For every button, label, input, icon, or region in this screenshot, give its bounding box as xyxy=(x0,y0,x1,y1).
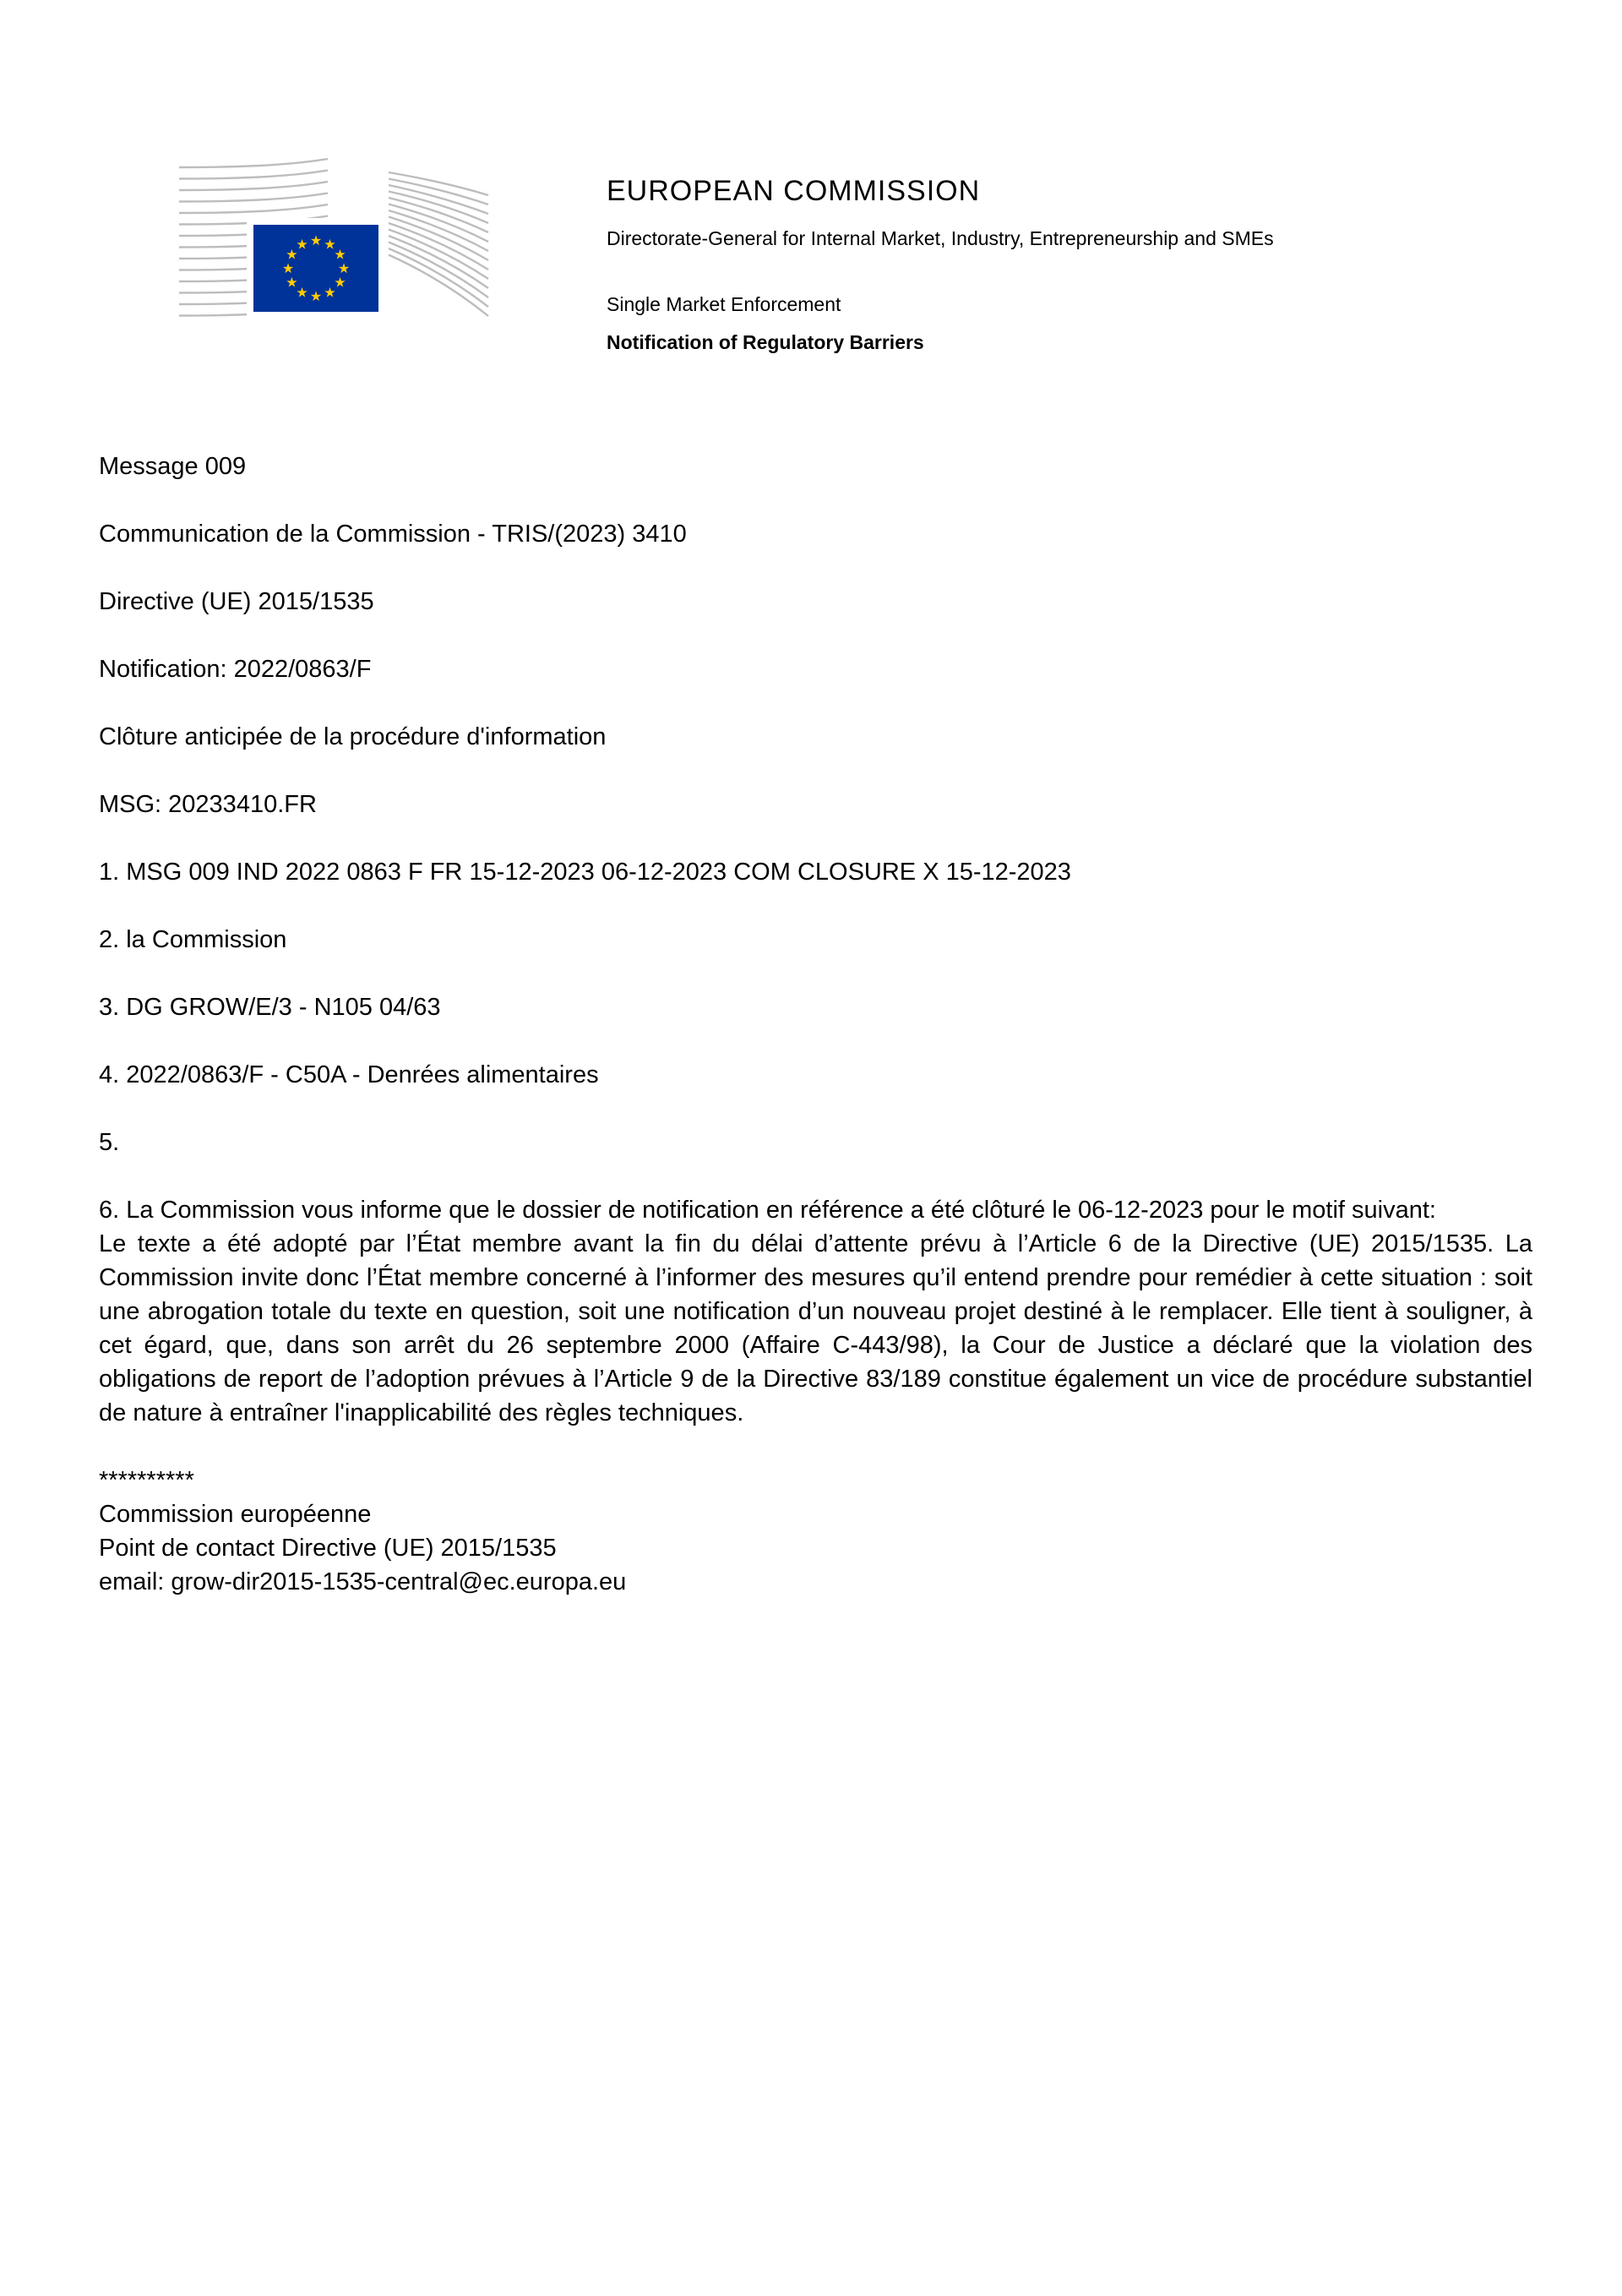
svg-text:★: ★ xyxy=(324,236,336,253)
service-name: Notification of Regulatory Barriers xyxy=(607,331,924,353)
field-5-empty: 5. xyxy=(99,1129,120,1156)
svg-text:★: ★ xyxy=(334,274,346,291)
field-2-originator: 2. la Commission xyxy=(99,926,287,953)
signature-contact-point: Point de contact Directive (UE) 2015/1535 xyxy=(99,1535,557,1562)
header-text-block xyxy=(607,157,1274,354)
closure-reason: Le texte a été adopté par l’État membre avant la fin du délai d’attente prévu à l’Article 6 de la Directive (UE) 2015/1535. La Commission invite donc l’État membre concerné à l’informer des mesures qu’il entend prendre pour remédier à cette situation : soit une abrogation totale du texte en question, soit une notification d’un nouveau projet destiné à le remplacer. Elle tient à souligner, à cet égard, que, dans son arrêt du 26 septembre 2000 (Affaire C-443/98), la Cour de Justice a déclaré que la violation des obligations de report de l’adoption prévues à l’Article 9 de la Directive 83/189 constitue également un vice de procédure substantiel de nature à entraîner l'inapplicabilité des règles techniques. xyxy=(99,1230,1532,1426)
closure-paragraph xyxy=(99,1193,1532,1430)
notification-number: Notification: 2022/0863/F xyxy=(99,656,372,683)
signature-organisation: Commission européenne xyxy=(99,1501,372,1528)
svg-text:★: ★ xyxy=(296,236,308,253)
field-1-header: 1. MSG 009 IND 2022 0863 F FR 15-12-2023 06-12-2023 COM CLOSURE X 15-12-2023 xyxy=(99,859,1071,886)
svg-text:★: ★ xyxy=(286,246,298,263)
field-4-product-category: 4. 2022/0863/F - C50A - Denrées alimentaires xyxy=(99,1061,599,1088)
svg-text:★: ★ xyxy=(337,260,351,276)
separator-line: ********** xyxy=(99,1467,194,1494)
closure-intro: 6. La Commission vous informe que le dossier de notification en référence a été clôturé le 06-12-2023 pour le motif suivant: xyxy=(99,1197,1436,1224)
directorate-general-name: Directorate-General for Internal Market, Industry, Entrepreneurship and SMEs xyxy=(607,227,1274,249)
svg-text:★: ★ xyxy=(309,288,323,304)
svg-text:★: ★ xyxy=(334,246,346,263)
logo-right-lines xyxy=(389,172,488,316)
svg-text:★: ★ xyxy=(286,274,298,291)
field-3-department: 3. DG GROW/E/3 - N105 04/63 xyxy=(99,994,441,1021)
signature-email: email: grow-dir2015-1535-central@ec.europa.eu xyxy=(99,1568,627,1595)
institution-title: EUROPEAN COMMISSION xyxy=(607,175,981,207)
unit-name: Single Market Enforcement xyxy=(607,293,841,315)
svg-text:★: ★ xyxy=(296,284,308,301)
msg-code: MSG: 20233410.FR xyxy=(99,791,317,818)
svg-text:★: ★ xyxy=(281,260,295,276)
communication-title: Communication de la Commission - TRIS/(2023) 3410 xyxy=(99,521,687,548)
eu-flag xyxy=(247,218,385,319)
svg-text:★: ★ xyxy=(324,284,336,301)
directive-reference: Directive (UE) 2015/1535 xyxy=(99,588,374,615)
svg-text:★: ★ xyxy=(309,232,323,248)
closure-title: Clôture anticipée de la procédure d'information xyxy=(99,723,607,750)
document-header xyxy=(177,157,1274,354)
european-commission-logo xyxy=(177,157,498,330)
signature-block xyxy=(99,1464,1532,1599)
document-body xyxy=(99,450,1532,1599)
message-number: Message 009 xyxy=(99,453,247,480)
